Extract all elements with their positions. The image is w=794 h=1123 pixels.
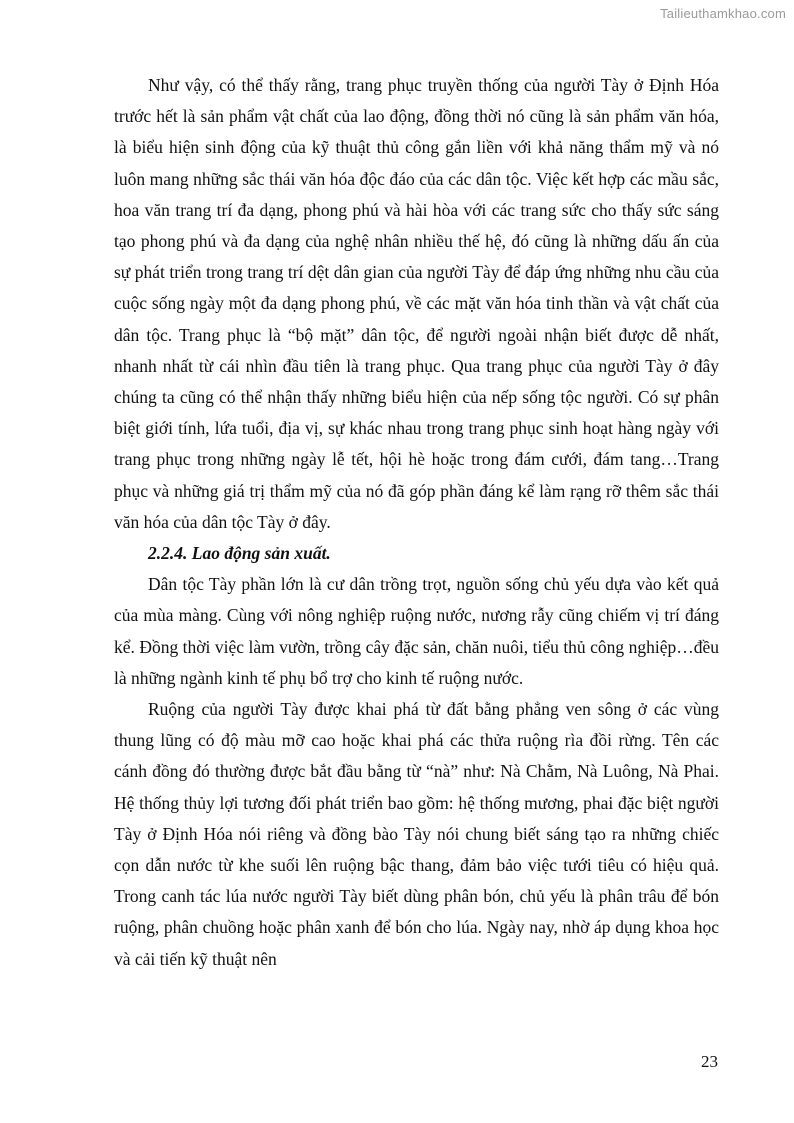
paragraph-agriculture: Dân tộc Tày phần lớn là cư dân trồng trọt, nguồn sống chủ yếu dựa vào kết quả của mùa màng. Cùng với nông nghiệp ruộng nước, nương rẫy cũng chiếm vị trí đáng kể. Đồng thời việc làm vườn, trồng cây đặc sản, chăn nuôi, tiểu thủ công nghiệp…đều là những ngành kinh tế phụ bổ trợ cho kinh tế ruộng nước.	[114, 574, 719, 688]
paragraph-rice-fields: Ruộng của người Tày được khai phá từ đất bằng phẳng ven sông ở các vùng thung lũng có độ màu mỡ cao hoặc khai phá các thửa ruộng rìa đồi rừng. Tên các cánh đồng đó thường được bắt đầu bằng từ “nà” như: Nà Chằm, Nà Luông, Nà Phai. Hệ thống thủy lợi tương đối phát triển bao gồm: hệ thống mương, phai đặc biệt người Tày ở Định Hóa nói riêng và đồng bào Tày nói chung biết sáng tạo ra những chiếc cọn dẫn nước từ khe suối lên ruộng bậc thang, đảm bảo việc tưới tiêu có hiệu quả. Trong canh tác lúa nước người Tày biết dùng phân bón, chủ yếu là phân trâu để bón ruộng, phân chuồng hoặc phân xanh để bón cho lúa. Ngày nay, nhờ áp dụng khoa học và cải tiến kỹ thuật nên	[114, 699, 719, 969]
section-heading: 2.2.4. Lao động sản xuất.	[148, 543, 331, 564]
page-body	[114, 70, 719, 975]
paragraph-traditional-costume: Như vậy, có thể thấy rằng, trang phục truyền thống của người Tày ở Định Hóa trước hết là sản phẩm vật chất của lao động, đồng thời nó cũng là sản phẩm văn hóa, là biểu hiện sinh động của kỹ thuật thủ công gắn liền với khả năng thẩm mỹ và nó luôn mang những sắc thái văn hóa độc đáo của các dân tộc. Việc kết hợp các mầu sắc, hoa văn trang trí đa dạng, phong phú và hài hòa với các trang sức cho thấy sức sáng tạo phong phú và đa dạng của nghệ nhân nhiều thế hệ, đó cũng là những dấu ấn của sự phát triển trong trang trí dệt dân gian của người Tày để đáp ứng những nhu cầu của cuộc sống ngày một đa dạng phong phú, về các mặt văn hóa tinh thần và vật chất của dân tộc. Trang phục là “bộ mặt” dân tộc, để người ngoài nhận biết được dễ nhất, nhanh nhất từ cái nhìn đầu tiên là trang phục. Qua trang phục của người Tày ở đây chúng ta cũng có thể nhận thấy những biểu hiện của nếp sống tộc người. Có sự phân biệt giới tính, lứa tuổi, địa vị, sự khác nhau trong trang phục sinh hoạt hàng ngày với trang phục trong những ngày lễ tết, hội hè hoặc trong đám cưới, đám tang…Trang phục và những giá trị thẩm mỹ của nó đã góp phần đáng kể làm rạng rỡ thêm sắc thái văn hóa của dân tộc Tày ở đây.	[114, 75, 719, 532]
watermark-text: Tailieuthamkhao.com	[660, 6, 786, 21]
page-number: 23	[701, 1052, 718, 1071]
